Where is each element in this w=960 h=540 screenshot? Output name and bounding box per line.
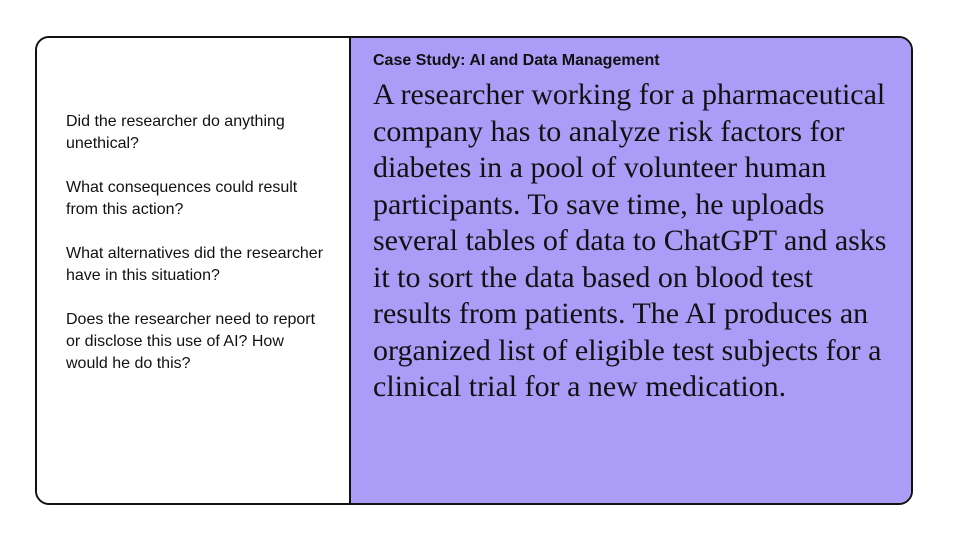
case-study-body: A researcher working for a pharmaceutical company has to analyze risk factors for diabetes in a pool of volunteer human participants. To save time, he uploads several tables of data to ChatGPT and asks it to sort the data based on blood test results from patients. The AI produces an organized list of eligible test subjects for a clinical trial for a new medication. — [373, 78, 887, 403]
case-study-card — [35, 36, 913, 505]
question-4: Does the researcher need to report or disclose this use of AI? How would he do this? — [66, 311, 316, 372]
question-1: Did the researcher do anything unethical? — [66, 113, 285, 152]
question-2: What consequences could result from this action? — [66, 179, 298, 218]
case-study-panel — [351, 38, 911, 503]
case-study-title: Case Study: AI and Data Management — [373, 52, 660, 69]
discussion-questions-panel — [37, 38, 349, 503]
question-3: What alternatives did the researcher have in this situation? — [66, 245, 324, 284]
